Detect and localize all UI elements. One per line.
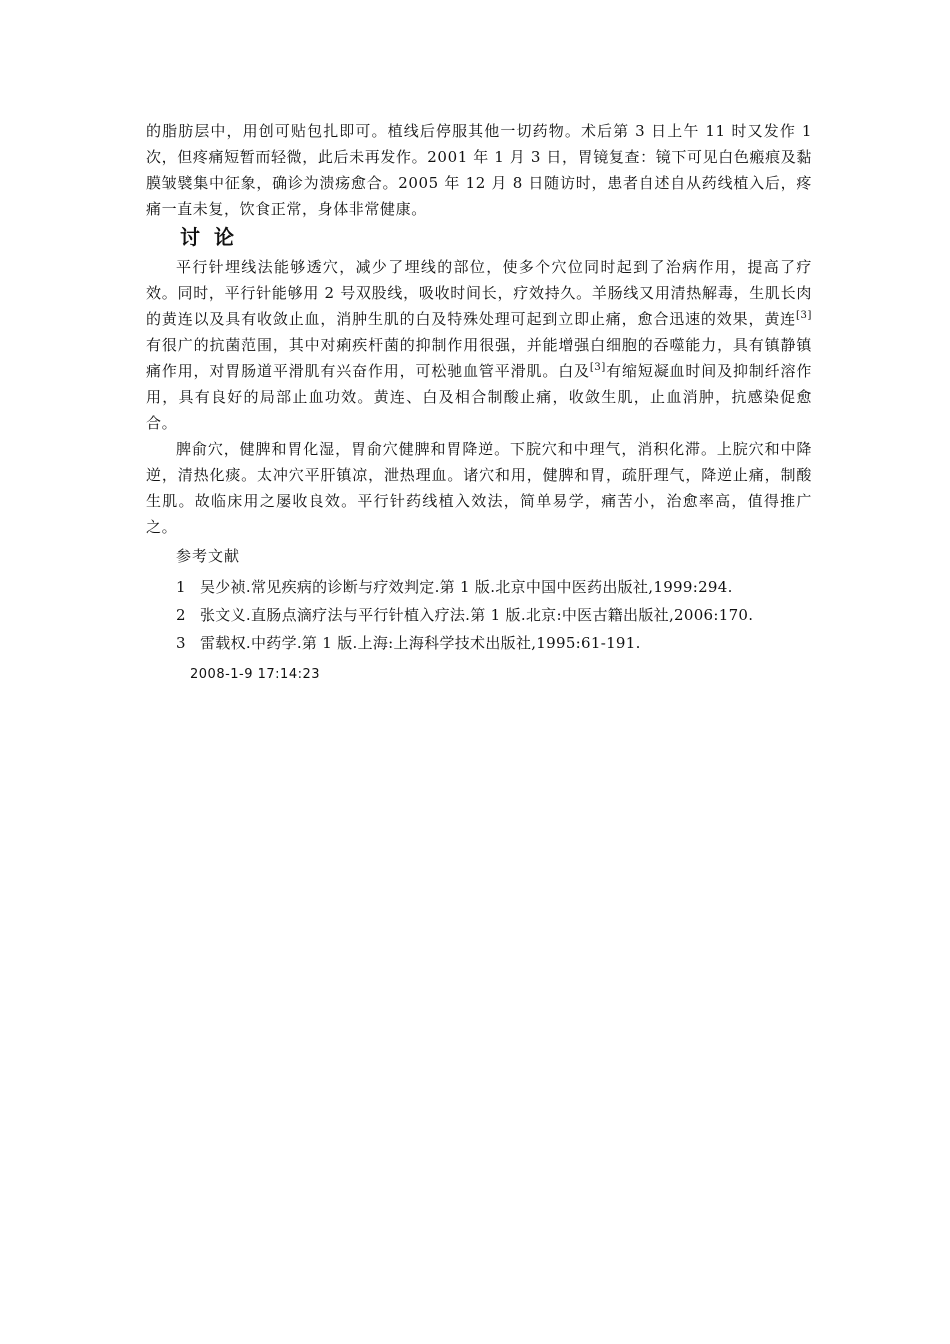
discussion-text-3: 有缩短凝血时间及抑制纤溶作用，具有良好的局部止血功效。黄连、白及相合制酸止痛，收敛生肌，止血消肿，抗感染促愈合。 [146,362,812,432]
reference-number: 3 [176,634,186,652]
reference-number: 2 [176,606,186,624]
citation-marker: [3] [796,310,812,321]
reference-item [176,601,812,629]
reference-list [146,573,812,657]
reference-text: 吴少祯.常见疾病的诊断与疗效判定.第 1 版.北京中国中医药出版社,1999:294. [200,578,733,596]
timestamp: 2008-1-9 17:14:23 [190,667,321,682]
reference-text: 张文义.直肠点滴疗法与平行针植入疗法.第 1 版.北京:中医古籍出版社,2006:170. [200,606,754,624]
reference-item [176,573,812,601]
discussion-text-2: 有很广的抗菌范围，其中对痢疾杆菌的抑制作用很强，并能增强白细胞的吞噬能力，具有镇静镇痛作用，对胃肠道平滑肌有兴奋作用，可松驰血管平滑肌。白及 [146,336,812,380]
discussion-paragraph-2: 脾俞穴，健脾和胃化湿，胃俞穴健脾和胃降逆。下脘穴和中理气，消积化滞。上脘穴和中降逆，清热化痰。太冲穴平肝镇凉，泄热理血。诸穴和用，健脾和胃，疏肝理气，降逆止痛，制酸生肌。故临床用之屡收良效。平行针药线植入效法，简单易学，痛苦小，治愈率高，值得推广之。 [146,440,812,536]
reference-number: 1 [176,578,186,596]
document-page [146,118,812,685]
reference-text: 雷载权.中药学.第 1 版.上海:上海科学技术出版社,1995:61-191. [200,634,641,652]
discussion-paragraph-1 [146,254,812,436]
reference-item [176,629,812,657]
intro-paragraph: 的脂肪层中，用创可贴包扎即可。植线后停服其他一切药物。术后第 3 日上午 11 时又发作 1 次，但疼痛短暂而轻微，此后未再发作。2001 年 1 月 3 日，胃镜复查：镜下可见白色瘢痕及黏膜皱襞集中征象，确诊为溃疡愈合。2005 年 12 月 8 日随访时，患者自述自从药线植入后，疼痛一直未复，饮食正常，身体非常健康。 [146,122,812,218]
discussion-heading: 讨论 [180,225,248,249]
references-title: 参考文献 [176,547,241,565]
discussion-text-1: 平行针埋线法能够透穴，减少了埋线的部位，使多个穴位同时起到了治病作用，提高了疗效。同时，平行针能够用 2 号双股线，吸收时间长，疗效持久。羊肠线又用清热解毒，生肌长肉的黄连以及具有收敛止血，消肿生肌的白及特殊处理可起到立即止痛，愈合迅速的效果，黄连 [146,258,812,328]
citation-marker: [3] [589,362,606,373]
